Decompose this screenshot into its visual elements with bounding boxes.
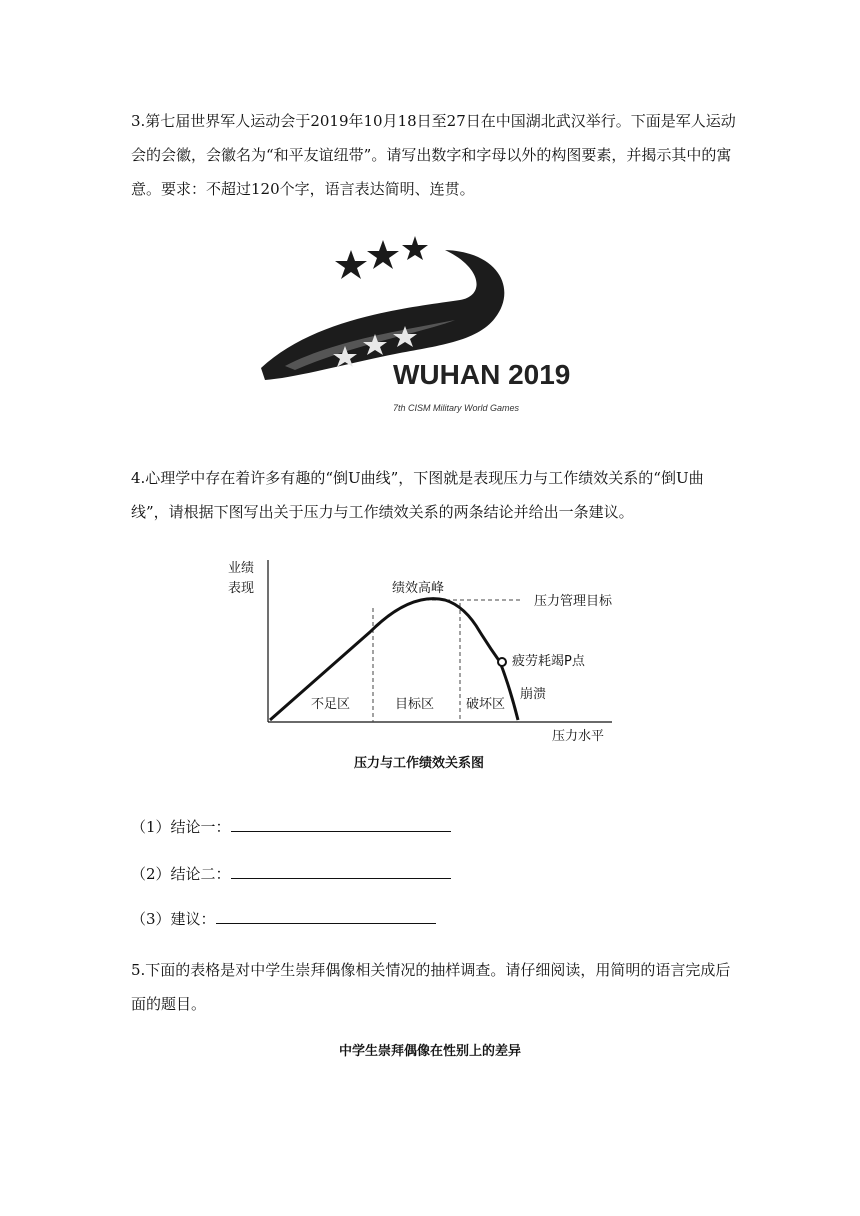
region-label-target: 目标区 [395, 697, 435, 712]
region-label-destructive: 破坏区 [466, 697, 506, 712]
exhaustion-point-marker [498, 658, 506, 666]
answer-line-suggestion [131, 907, 436, 931]
answer-line-conclusion-2 [131, 862, 451, 886]
logo-wordmark: WUHAN 2019 [393, 359, 571, 390]
answer-blank[interactable] [231, 862, 451, 879]
question-5-text: 5.下面的表格是对中学生崇拜偶像相关情况的抽样调查。请仔细阅读，用简明的语言完成后面的题目。 [131, 961, 731, 1013]
question-3-text: 3.第七届世界军人运动会于2019年10月18日至27日在中国湖北武汉举行。下面是军人运动会的会徽，会徽名为“和平友谊纽带”。请写出数字和字母以外的构图要素，并揭示其中的寓意。要求：不超过120个字，语言表达简明、连贯。 [131, 112, 736, 198]
table-title: 中学生崇拜偶像在性别上的差异 [338, 1044, 521, 1059]
wuhan-military-games-logo [255, 228, 595, 420]
exhaustion-label: 疲劳耗竭P点 [512, 654, 585, 669]
region-label-insufficient: 不足区 [311, 697, 351, 712]
chart-title: 压力与工作绩效关系图 [354, 756, 485, 771]
answer-blank[interactable] [231, 815, 451, 832]
logo-subtitle: 7th CISM Military World Games [393, 403, 520, 413]
answer-label: （2）结论二： [131, 865, 231, 883]
question-4-text: 4.心理学中存在着许多有趣的“倒U曲线”，下图就是表现压力与工作绩效关系的“倒U曲线”，请根据下图写出关于压力与工作绩效关系的两条结论并给出一条建议。 [131, 469, 704, 521]
stress-performance-chart [220, 548, 650, 778]
answer-label: （3）建议： [131, 910, 216, 928]
peak-label: 绩效高峰 [392, 581, 445, 596]
answer-label: （1）结论一： [131, 818, 231, 836]
y-axis-label-line2: 表现 [228, 581, 255, 596]
target-label: 压力管理目标 [534, 594, 613, 609]
answer-blank[interactable] [216, 907, 436, 924]
answer-line-conclusion-1 [131, 815, 451, 839]
collapse-label: 崩溃 [520, 687, 547, 702]
star-icon [335, 236, 428, 279]
x-axis-label: 压力水平 [552, 729, 605, 744]
y-axis-label-line1: 业绩 [228, 561, 255, 576]
